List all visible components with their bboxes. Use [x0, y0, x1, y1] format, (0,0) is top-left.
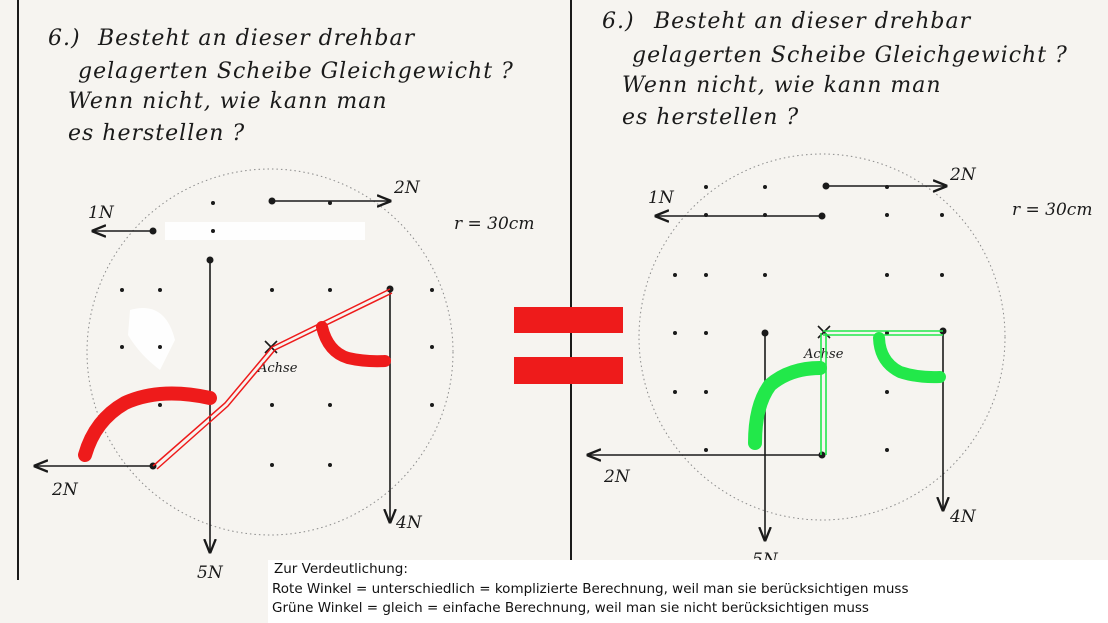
explanation-note: [268, 560, 1108, 623]
right-question-line-3: Wenn nicht, wie kann man: [622, 73, 942, 98]
left-question-line-1: Besteht an dieser drehbar: [98, 26, 416, 51]
left-red-angle-1: [85, 394, 210, 455]
left-red-angle-2: [322, 327, 385, 361]
right-label-4n: 4N: [950, 507, 976, 527]
left-question-number: 6.): [48, 26, 81, 51]
left-question-line-3: Wenn nicht, wie kann man: [68, 89, 388, 114]
left-erased-strip: [165, 222, 365, 240]
right-question-line-4: es herstellen ?: [622, 105, 800, 130]
left-panel: [35, 26, 534, 583]
left-erased-patch: [128, 308, 175, 370]
right-green-angle-2: [879, 338, 940, 377]
left-label-2n-top: 2N: [394, 178, 420, 198]
equals-sign: [514, 307, 623, 384]
right-question-line-2: gelagerten Scheibe Gleichgewicht ?: [632, 43, 1068, 68]
left-label-2n-bottom: 2N: [52, 480, 78, 500]
right-label-1n: 1N: [648, 188, 674, 208]
note-heading: Zur Verdeutlichung:: [274, 561, 408, 577]
right-label-2n-bottom: 2N: [604, 467, 630, 487]
left-question: [48, 26, 514, 146]
left-radius-label: r = 30cm: [454, 214, 535, 234]
right-radius-label: r = 30cm: [1012, 200, 1093, 220]
left-axis-label: Achse: [258, 361, 298, 376]
left-lever-arms: [153, 289, 392, 469]
note-green-angles: Grüne Winkel = gleich = einfache Berechnung, weil man sie nicht berücksichtigen muss: [272, 600, 869, 616]
right-question-number: 6.): [602, 9, 635, 34]
right-panel: [588, 9, 1092, 570]
right-axis-marker: [818, 326, 830, 338]
right-dot-grid: [673, 185, 944, 452]
left-label-4n: 4N: [396, 513, 422, 533]
right-question: [602, 9, 1068, 130]
left-label-1n: 1N: [88, 203, 114, 223]
right-label-2n-top: 2N: [950, 165, 976, 185]
left-question-line-2: gelagerten Scheibe Gleichgewicht ?: [78, 59, 514, 84]
right-disk-outline: [639, 154, 1005, 520]
left-label-5n: 5N: [197, 563, 223, 583]
left-question-line-4: es herstellen ?: [68, 121, 246, 146]
right-axis-label: Achse: [804, 347, 844, 362]
right-question-line-1: Besteht an dieser drehbar: [654, 9, 972, 34]
note-red-angles: Rote Winkel = unterschiedlich = komplizierte Berechnung, weil man sie berücksichtigen muss: [272, 580, 909, 597]
left-axis-marker: [265, 341, 277, 353]
